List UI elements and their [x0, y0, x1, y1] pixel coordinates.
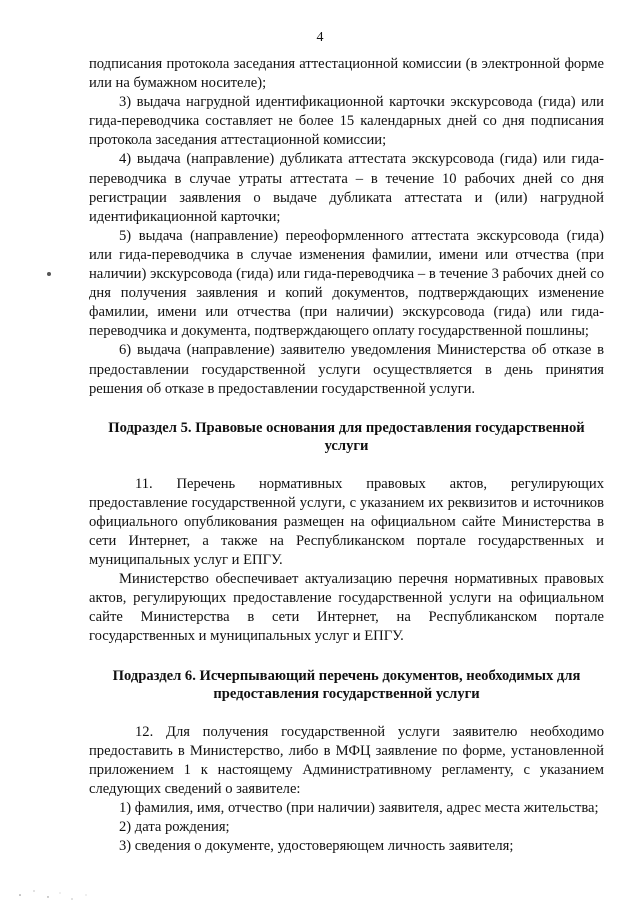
paragraph-item-4: 4) выдача (направление) дубликата аттестата экскурсовода (гида) или гида-переводчика в случае утраты аттестата – в течение 10 рабочих дней со дня регистрации заявления о выдаче дубликата аттестата и (или) нагрудной идентификационной карточки; [89, 151, 604, 225]
section6-item-2: 2) дата рождения; [119, 819, 230, 835]
paragraph-item-3: 3) выдача нагрудной идентификационной карточки экскурсовода (гида) или гида-переводчика составляет не более 15 календарных дней со дня подписания протокола заседания аттестационной комиссии; [89, 94, 604, 149]
paragraph-continuation: подписания протокола заседания аттестационной комиссии (в электронной форме или на бумажном носителе); [89, 56, 604, 92]
section6-paragraph-12: 12. Для получения государственной услуги заявителю необходимо предоставить в Министерство, либо в МФЦ заявление по форме, установленной приложением 1 к настоящему Административному регламенту, с указанием следующих сведений о заявителе: [89, 723, 604, 797]
section5-paragraph-actualization: Министерство обеспечивает актуализацию перечня нормативных правовых актов, регулирующих предоставление государственной услуги на официальном сайте Министерства в сети Интернет, на Республиканском портале государственных и муниципальных услуг и ЕПГУ. [89, 571, 604, 645]
section6-heading: Подраздел 6. Исчерпывающий перечень документов, необходимых для предоставления государственной услуги [112, 667, 581, 702]
section5-paragraph-11: 11. Перечень нормативных правовых актов, регулирующих предоставление государственной услуги, с указанием их реквизитов и источников официального опубликования размещен на официальном сайте Министерства в сети Интернет, а также на Республиканском портале государственных и муниципальных услуг и ЕПГУ. [89, 475, 604, 569]
document-body [89, 55, 604, 856]
section5-heading: Подраздел 5. Правовые основания для предоставления государственной услуги [108, 419, 585, 454]
margin-mark [47, 272, 51, 276]
section6-item-1: 1) фамилия, имя, отчество (при наличии) заявителя, адрес места жительства; [119, 799, 599, 816]
paragraph-item-5: 5) выдача (направление) переоформленного аттестата экскурсовода (гида) или гида-переводчика в случае изменения фамилии, имени или отчества (при наличии) экскурсовода (гида) или гида-переводчика – в течение 3 рабочих дней со дня получения заявления и копий документов, подтверждающих изменение фамилии, имени или отчества (при наличии) экскурсовода (гида) или гида-переводчика и документа, подтверждающего оплату государственной пошлины; [89, 227, 604, 340]
paragraph-item-6: 6) выдача (направление) заявителю уведомления Министерства об отказе в предоставлении государственной услуги осуществляется в день принятия решения об отказе в предоставлении государственной услуги. [89, 342, 604, 397]
scan-speckles [0, 865, 120, 905]
section6-item-3: 3) сведения о документе, удостоверяющем личность заявителя; [119, 838, 514, 855]
page-number: 4 [316, 30, 324, 45]
